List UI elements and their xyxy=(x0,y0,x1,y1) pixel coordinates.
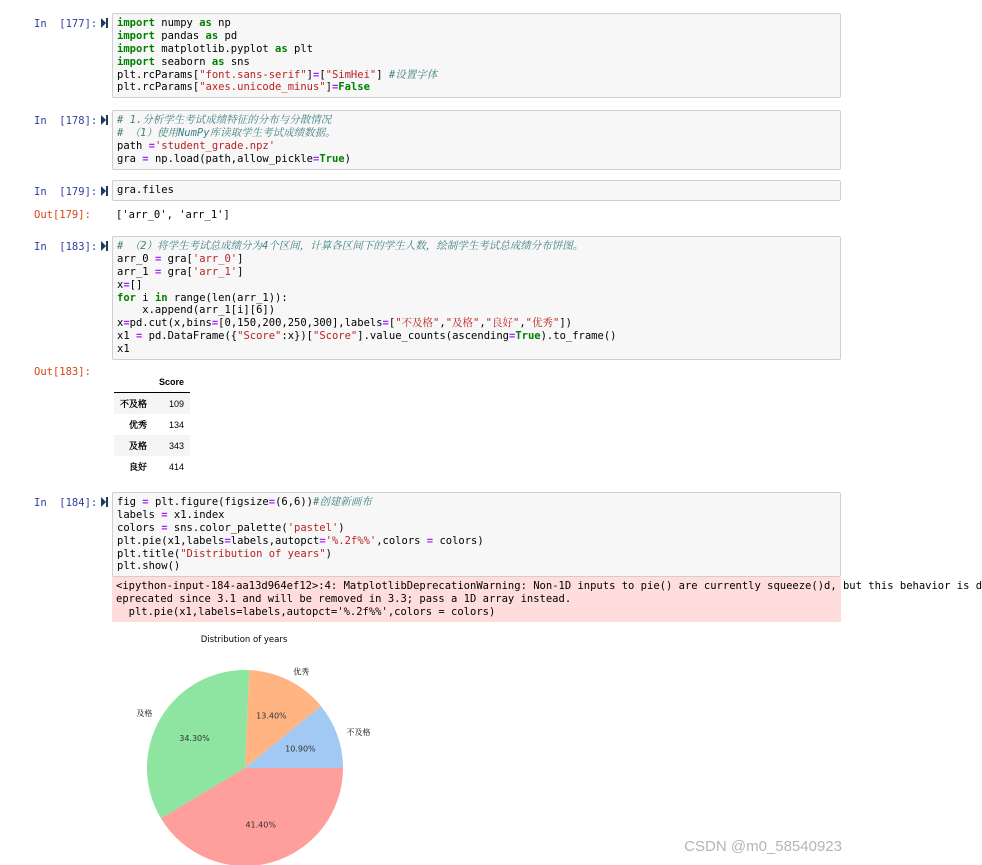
code-token: gra xyxy=(117,152,143,165)
code-token: , xyxy=(519,317,526,330)
code-token: arr_0 xyxy=(117,252,155,265)
row-index: 及格 xyxy=(129,441,148,451)
code-token: as xyxy=(205,29,219,42)
code-token: ] xyxy=(237,265,244,278)
code-line xyxy=(117,240,836,253)
code-token: "优秀" xyxy=(525,317,560,330)
code-line xyxy=(117,30,836,43)
code-token: "及格" xyxy=(445,317,480,330)
code-token: sns.color_palette( xyxy=(167,521,288,534)
code-token: = xyxy=(224,534,231,547)
code-line xyxy=(117,69,836,82)
code-line xyxy=(117,17,836,30)
code-token: plt.rcParams[ xyxy=(117,81,200,94)
code-token: in xyxy=(154,291,168,304)
code-token: = xyxy=(135,330,143,343)
code-token: ]) xyxy=(559,317,572,330)
code-token: # （2）将学生考试总成绩分为4个区间，计算各区间下的学生人数，绘制学生考试总成绩分布饼图。 xyxy=(117,240,584,252)
code-token: import xyxy=(117,29,155,42)
code-token: colors) xyxy=(433,534,484,547)
code-token: ) xyxy=(338,521,345,534)
code-token: 'arr_1' xyxy=(192,265,238,278)
code-token: = xyxy=(268,496,276,508)
code-token: "Score" xyxy=(313,330,358,343)
code-token: # 1.分析学生考试成绩特征的分布与分散情况 xyxy=(117,114,332,126)
code-token: "Score" xyxy=(237,330,282,343)
code-token: "axes.unicode_minus" xyxy=(199,81,326,94)
pie-category-label: 及格 xyxy=(136,708,153,718)
code-token: 'pastel' xyxy=(287,521,339,534)
code-token: ] xyxy=(376,68,389,81)
warning-line: <ipython-input-184-aa13d964ef12>:4: MatplotlibDeprecationWarning: Non-1D inputs to pie() are currently squeeze()d, but this behavior is d xyxy=(116,580,982,592)
code-token: #创建新画布 xyxy=(313,496,372,508)
output-prompt: Out[183]: xyxy=(34,366,91,378)
code-line xyxy=(117,535,836,548)
code-token: = xyxy=(319,534,326,547)
code-token: plt xyxy=(287,42,313,55)
code-line xyxy=(117,509,836,522)
pie-category-label: 优秀 xyxy=(293,667,310,677)
run-cell-icon[interactable] xyxy=(101,186,108,196)
run-cell-icon[interactable] xyxy=(101,115,108,125)
code-token: sns xyxy=(224,55,250,68)
code-line xyxy=(117,266,836,279)
row-value: 414 xyxy=(169,461,185,472)
code-token: = xyxy=(313,152,320,165)
code-token: :x})[ xyxy=(281,330,313,343)
code-token: np xyxy=(211,17,231,29)
stderr-warning xyxy=(112,577,982,622)
code-token: ,colors xyxy=(376,534,427,547)
input-prompt: In [179]: xyxy=(34,186,98,198)
code-token: seaborn xyxy=(154,55,212,68)
code-token: True xyxy=(515,330,541,343)
code-token: = xyxy=(382,317,389,330)
code-token: = xyxy=(142,496,149,508)
watermark: CSDN @m0_58540923 xyxy=(684,838,842,855)
code-token: # （1）使用NumPy库读取学生考试成绩数据。 xyxy=(117,126,336,139)
code-line xyxy=(117,548,836,561)
code-token: plt.rcParams[ xyxy=(117,68,200,81)
pie-category-label: 不及格 xyxy=(346,727,371,737)
code-token: gra[ xyxy=(161,252,193,265)
code-token: as xyxy=(275,42,288,55)
table-row xyxy=(114,393,190,415)
table-index-header xyxy=(114,371,153,393)
code-line xyxy=(117,184,836,197)
code-token: x xyxy=(117,278,124,291)
code-token: plt.show() xyxy=(117,560,181,573)
code-token: , xyxy=(479,317,486,330)
code-token: plt.pie(x1,labels xyxy=(117,534,225,547)
code-token: plt.title( xyxy=(117,547,181,560)
row-index: 良好 xyxy=(129,462,148,472)
pie-percent-label: 13.40% xyxy=(256,711,287,721)
code-line xyxy=(117,317,836,330)
code-token: = xyxy=(211,317,219,330)
output-text: ['arr_0', 'arr_1'] xyxy=(116,209,230,221)
dataframe-table xyxy=(114,371,190,477)
code-token: matplotlib.pyplot xyxy=(154,42,276,55)
code-token: '%.2f%%' xyxy=(325,534,377,547)
code-token: = xyxy=(154,265,162,278)
code-token: "良好" xyxy=(485,317,520,330)
code-token: import xyxy=(117,55,155,68)
code-token: colors xyxy=(117,521,162,534)
code-token: = xyxy=(331,81,339,94)
code-token: [ xyxy=(319,68,326,81)
code-line xyxy=(117,43,836,56)
code-token: x xyxy=(117,317,124,330)
code-line xyxy=(117,140,836,153)
code-line xyxy=(117,330,836,343)
code-token: labels xyxy=(117,508,162,521)
code-token: pd.DataFrame({ xyxy=(142,330,238,343)
code-token: "font.sans-serif" xyxy=(199,68,307,81)
code-token: as xyxy=(211,55,225,68)
code-editor[interactable] xyxy=(112,110,841,170)
run-cell-icon[interactable] xyxy=(101,18,108,28)
code-token: ) xyxy=(325,547,332,560)
code-token: #设置字体 xyxy=(388,68,438,81)
code-line xyxy=(117,127,836,140)
code-token: [0,150,200,250,300],labels xyxy=(218,317,383,330)
code-token: np.load(path,allow_pickle xyxy=(148,152,313,165)
code-token: ).to_frame() xyxy=(540,330,617,343)
table-row xyxy=(114,414,190,435)
code-token: gra[ xyxy=(161,265,193,278)
code-token: "Distribution of years" xyxy=(180,547,326,560)
run-cell-icon[interactable] xyxy=(101,241,108,251)
code-token: 'arr_0' xyxy=(192,252,238,265)
row-index: 优秀 xyxy=(129,420,148,430)
row-index: 不及格 xyxy=(120,399,148,409)
code-token: = xyxy=(123,317,130,330)
code-line xyxy=(117,304,836,317)
code-token: i xyxy=(135,291,155,304)
code-token: , xyxy=(439,317,446,330)
code-token: = xyxy=(154,252,162,265)
code-token: fig xyxy=(117,496,143,508)
code-token: for xyxy=(117,291,136,304)
code-token: x.append(arr_1[i][6]) xyxy=(117,304,276,317)
code-token: ] xyxy=(325,81,332,94)
input-prompt: In [184]: xyxy=(34,497,98,509)
pie-percent-label: 10.90% xyxy=(285,744,316,754)
code-token: = xyxy=(508,330,516,343)
code-token: labels,autopct xyxy=(230,534,320,547)
code-token: = xyxy=(123,278,130,291)
code-token: import xyxy=(117,42,155,55)
chart-title: Distribution of years xyxy=(200,635,288,645)
code-editor[interactable] xyxy=(112,13,841,98)
code-line xyxy=(117,153,836,166)
code-line xyxy=(117,81,836,94)
code-token: pandas xyxy=(154,29,206,42)
code-token: [ xyxy=(388,317,396,330)
row-value: 343 xyxy=(169,440,185,451)
code-line xyxy=(117,253,836,266)
code-token: plt.figure(figsize xyxy=(148,496,269,508)
run-cell-icon[interactable] xyxy=(101,497,108,507)
code-token: = xyxy=(426,534,434,547)
code-token: pd xyxy=(218,29,238,42)
code-editor[interactable] xyxy=(112,236,841,360)
code-token: ].value_counts(ascending xyxy=(357,330,509,343)
input-prompt: In [177]: xyxy=(34,18,98,30)
row-value: 109 xyxy=(169,398,185,409)
code-line xyxy=(117,343,836,356)
code-token: path xyxy=(117,139,149,152)
row-value: 134 xyxy=(169,419,185,430)
table-column-header: Score xyxy=(153,371,190,393)
code-token: False xyxy=(338,81,370,94)
code-token: ] xyxy=(306,68,313,81)
code-token: x1 xyxy=(117,330,136,343)
warning-line: plt.pie(x1,labels=labels,autopct='%.2f%%',colors = colors) xyxy=(116,605,496,618)
output-prompt: Out[179]: xyxy=(34,209,91,221)
pie-percent-label: 34.30% xyxy=(179,733,210,743)
code-token: pd.cut(x,bins xyxy=(129,317,212,330)
input-prompt: In [178]: xyxy=(34,115,98,127)
code-token: arr_1 xyxy=(117,265,155,278)
code-token: = xyxy=(312,68,320,81)
code-token: "SimHei" xyxy=(325,68,377,81)
input-prompt: In [183]: xyxy=(34,241,98,253)
code-line xyxy=(117,279,836,292)
code-token: gra.files xyxy=(117,184,174,196)
code-line xyxy=(117,114,836,127)
pie-percent-label: 41.40% xyxy=(245,820,276,830)
code-token: import xyxy=(117,17,155,29)
code-token: ] xyxy=(237,252,244,265)
table-row xyxy=(114,456,190,477)
code-token: range(len(arr_1)): xyxy=(167,291,288,304)
code-token: as xyxy=(199,17,212,29)
code-token: = xyxy=(161,521,168,534)
code-token: ) xyxy=(344,152,351,165)
code-token: True xyxy=(319,152,345,165)
code-token: = xyxy=(161,508,168,521)
code-token: x1 xyxy=(117,343,130,356)
code-token: = xyxy=(142,152,149,165)
code-token: "不及格" xyxy=(395,317,440,330)
code-token: x1.index xyxy=(167,508,225,521)
code-editor[interactable] xyxy=(112,492,841,577)
table-row xyxy=(114,435,190,456)
code-line xyxy=(117,496,836,509)
code-editor[interactable] xyxy=(112,180,841,201)
warning-line: eprecated since 3.1 and will be removed in 3.3; pass a 1D array instead. xyxy=(116,592,572,605)
pie-chart xyxy=(112,628,412,865)
code-token: [] xyxy=(129,278,143,291)
code-line xyxy=(117,56,836,69)
code-token: (6,6)) xyxy=(275,496,313,508)
code-token: 'student_grade.npz' xyxy=(154,139,276,152)
code-line xyxy=(117,560,836,573)
code-line xyxy=(117,522,836,535)
code-token: numpy xyxy=(154,17,200,29)
code-token: = xyxy=(148,139,155,152)
code-line xyxy=(117,292,836,305)
